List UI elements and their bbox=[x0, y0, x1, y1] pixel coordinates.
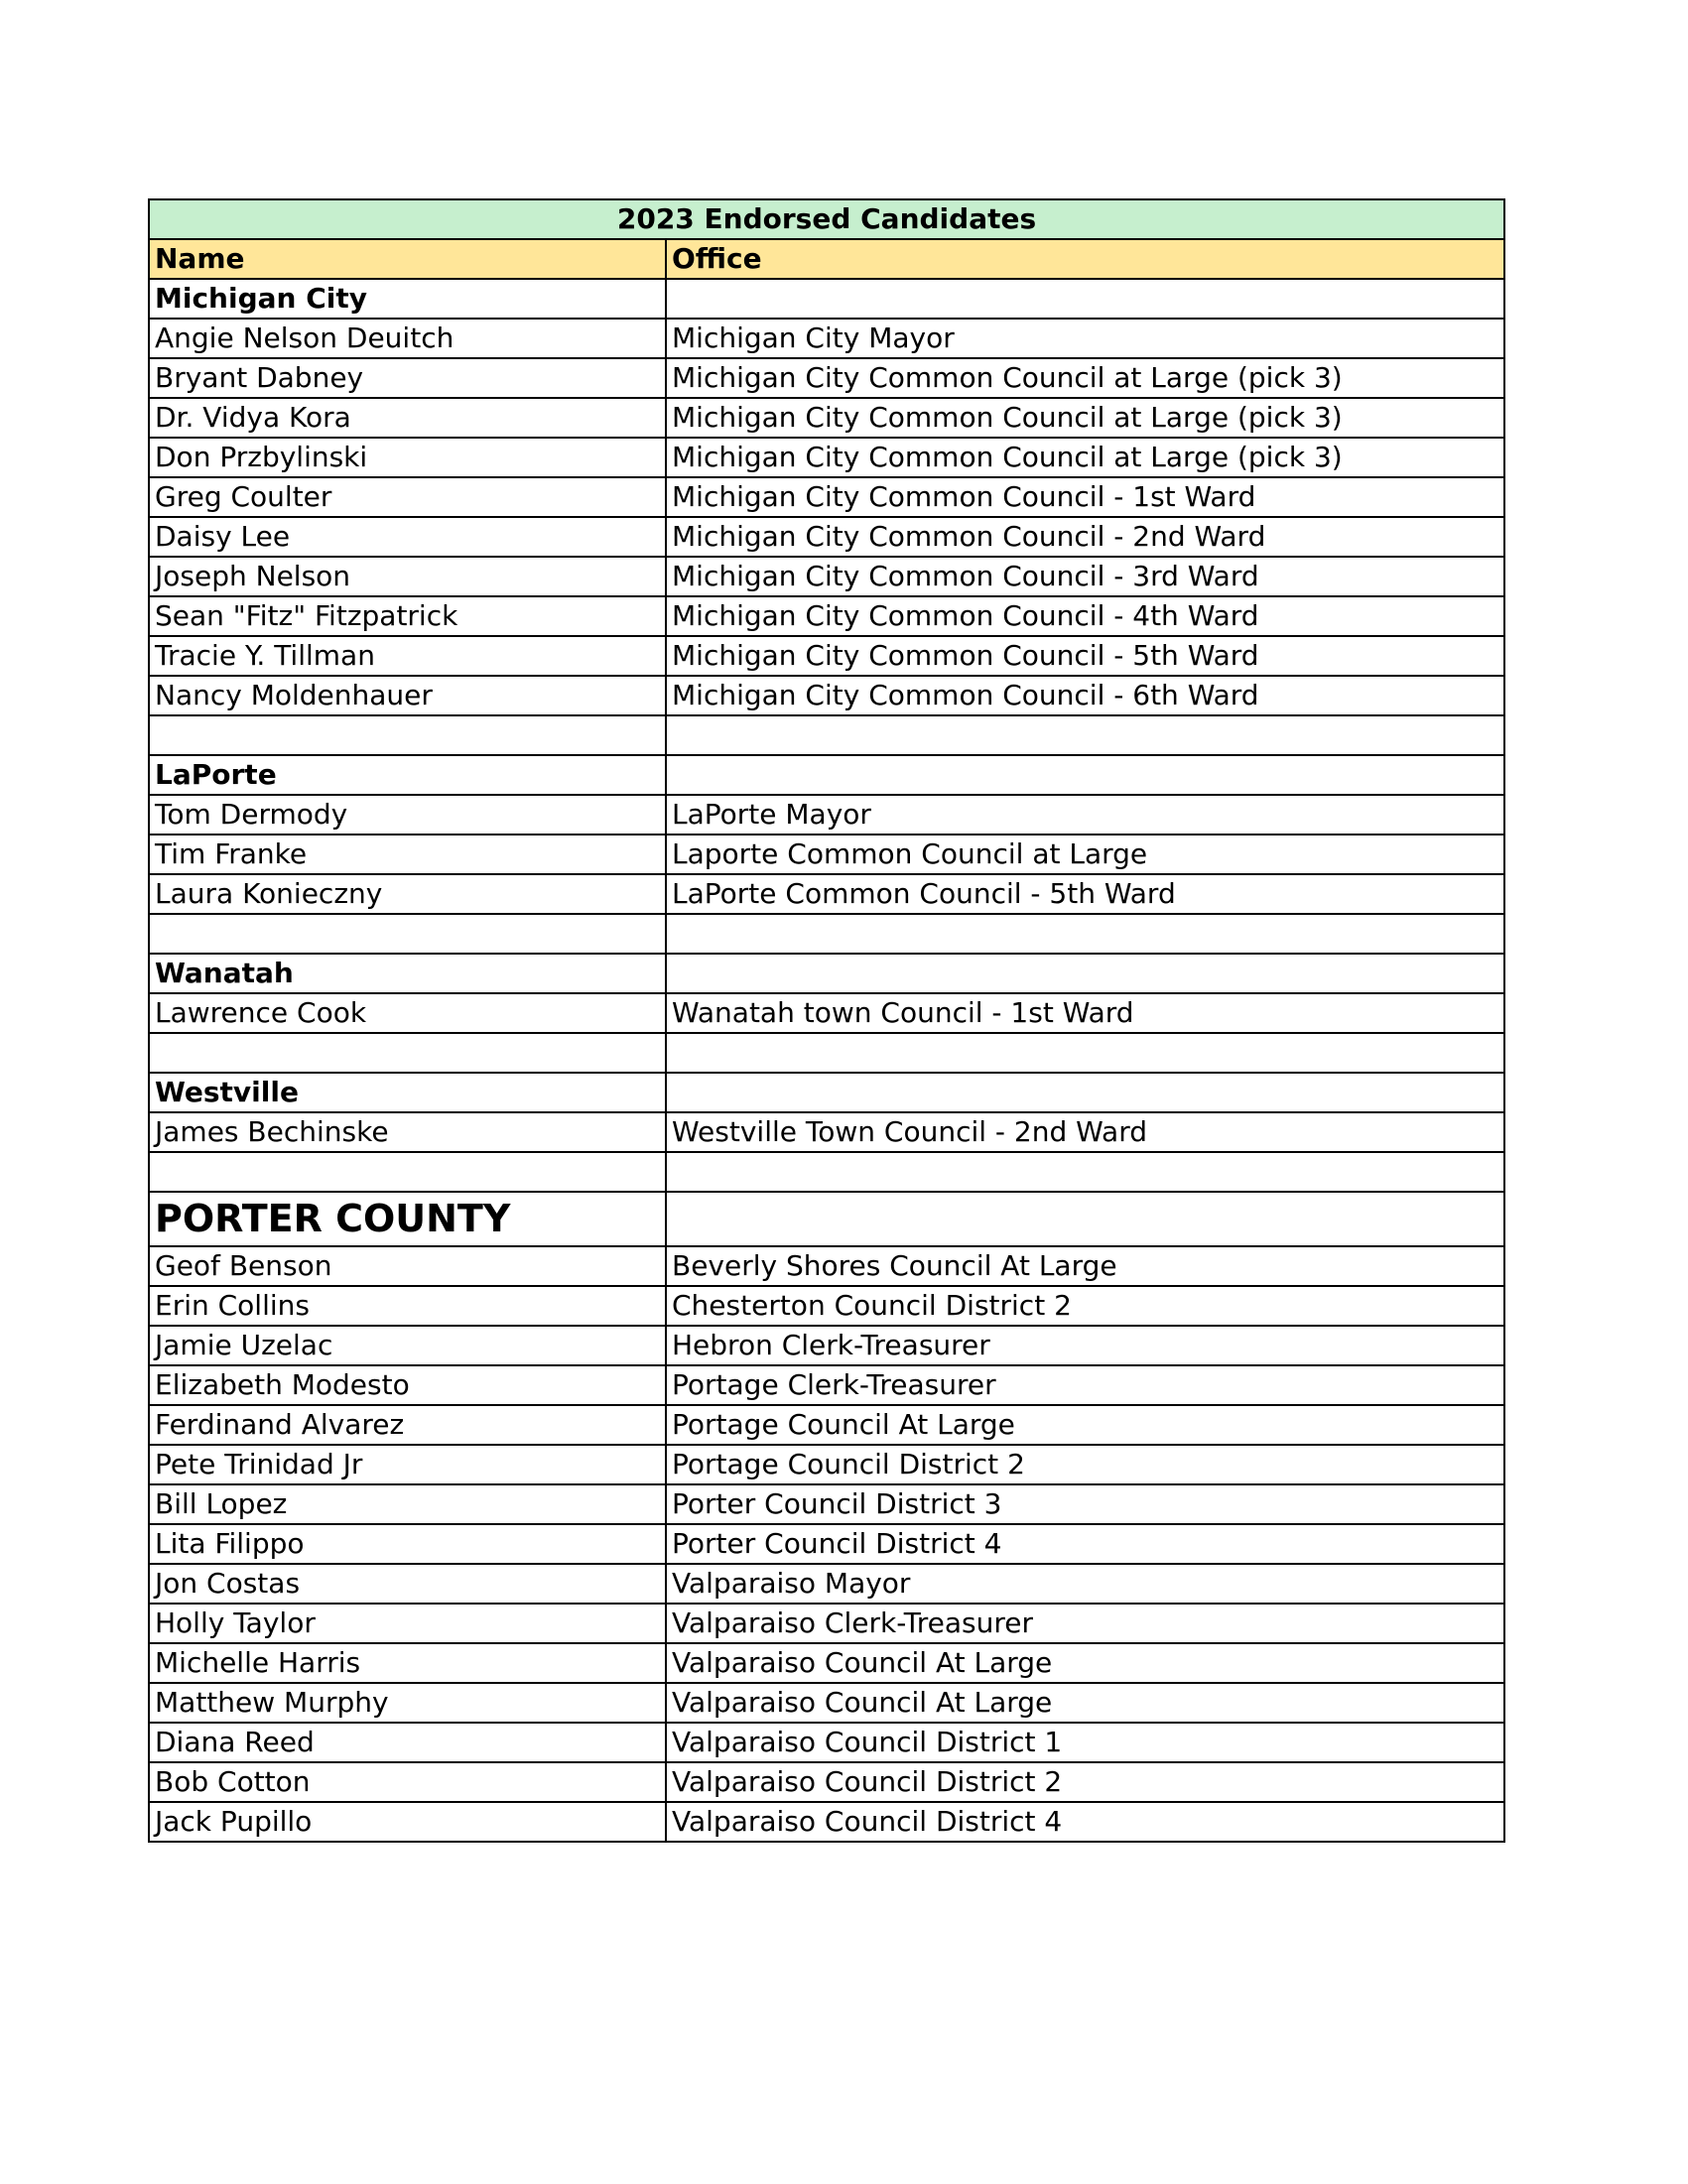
candidate-row bbox=[149, 517, 1504, 557]
empty-cell bbox=[149, 715, 666, 755]
candidate-row bbox=[149, 835, 1504, 874]
empty-cell bbox=[149, 1152, 666, 1192]
table-body bbox=[149, 199, 1504, 1842]
office-cell: Michigan City Common Council - 3rd Ward bbox=[666, 557, 1504, 596]
section-header-row bbox=[149, 755, 1504, 795]
section-name-cell: Westville bbox=[149, 1073, 666, 1112]
candidate-row bbox=[149, 636, 1504, 676]
spacer-row bbox=[149, 715, 1504, 755]
office-cell: Valparaiso Council District 2 bbox=[666, 1762, 1504, 1802]
section-header-row bbox=[149, 1073, 1504, 1112]
office-cell: LaPorte Mayor bbox=[666, 795, 1504, 835]
candidate-name-cell: Angie Nelson Deuitch bbox=[149, 319, 666, 358]
candidate-row bbox=[149, 1405, 1504, 1445]
candidate-name-cell: Geof Benson bbox=[149, 1246, 666, 1286]
candidate-name-cell: Tom Dermody bbox=[149, 795, 666, 835]
office-cell: LaPorte Common Council - 5th Ward bbox=[666, 874, 1504, 914]
empty-cell bbox=[149, 1033, 666, 1073]
section-name-cell: LaPorte bbox=[149, 755, 666, 795]
candidate-name-cell: Joseph Nelson bbox=[149, 557, 666, 596]
candidate-name-cell: Matthew Murphy bbox=[149, 1683, 666, 1723]
candidate-name-cell: Tracie Y. Tillman bbox=[149, 636, 666, 676]
candidate-name-cell: Diana Reed bbox=[149, 1723, 666, 1762]
office-cell: Valparaiso Council District 1 bbox=[666, 1723, 1504, 1762]
office-cell: Valparaiso Council At Large bbox=[666, 1683, 1504, 1723]
office-cell: Wanatah town Council - 1st Ward bbox=[666, 993, 1504, 1033]
candidate-name-cell: Nancy Moldenhauer bbox=[149, 676, 666, 715]
office-cell: Portage Clerk-Treasurer bbox=[666, 1365, 1504, 1405]
candidate-name-cell: Elizabeth Modesto bbox=[149, 1365, 666, 1405]
section-header-row bbox=[149, 279, 1504, 319]
candidate-name-cell: James Bechinske bbox=[149, 1112, 666, 1152]
candidate-name-cell: Jamie Uzelac bbox=[149, 1326, 666, 1365]
candidate-name-cell: Dr. Vidya Kora bbox=[149, 398, 666, 438]
candidate-name-cell: Bill Lopez bbox=[149, 1484, 666, 1524]
candidate-name-cell: Laura Konieczny bbox=[149, 874, 666, 914]
candidate-name-cell: Lawrence Cook bbox=[149, 993, 666, 1033]
office-cell: Valparaiso Clerk-Treasurer bbox=[666, 1604, 1504, 1643]
candidate-name-cell: Sean "Fitz" Fitzpatrick bbox=[149, 596, 666, 636]
candidate-name-cell: Michelle Harris bbox=[149, 1643, 666, 1683]
candidate-name-cell: Bob Cotton bbox=[149, 1762, 666, 1802]
candidate-name-cell: Daisy Lee bbox=[149, 517, 666, 557]
office-cell: Porter Council District 4 bbox=[666, 1524, 1504, 1564]
candidate-name-cell: Ferdinand Alvarez bbox=[149, 1405, 666, 1445]
candidate-row bbox=[149, 1683, 1504, 1723]
office-cell: Michigan City Common Council - 6th Ward bbox=[666, 676, 1504, 715]
candidate-row bbox=[149, 1484, 1504, 1524]
candidate-name-cell: Lita Filippo bbox=[149, 1524, 666, 1564]
candidate-row bbox=[149, 358, 1504, 398]
candidate-name-cell: Pete Trinidad Jr bbox=[149, 1445, 666, 1484]
candidate-row bbox=[149, 676, 1504, 715]
candidate-name-cell: Tim Franke bbox=[149, 835, 666, 874]
candidate-name-cell: Greg Coulter bbox=[149, 477, 666, 517]
candidate-name-cell: Erin Collins bbox=[149, 1286, 666, 1326]
office-cell: Portage Council District 2 bbox=[666, 1445, 1504, 1484]
section-header-row bbox=[149, 954, 1504, 993]
section-name-cell: Wanatah bbox=[149, 954, 666, 993]
candidate-row bbox=[149, 398, 1504, 438]
candidate-row bbox=[149, 1365, 1504, 1405]
candidate-row bbox=[149, 319, 1504, 358]
candidate-name-cell: Jon Costas bbox=[149, 1564, 666, 1604]
candidate-row bbox=[149, 874, 1504, 914]
section-name-cell: Michigan City bbox=[149, 279, 666, 319]
column-header-office: Office bbox=[666, 239, 1504, 279]
empty-cell bbox=[666, 755, 1504, 795]
empty-cell bbox=[666, 279, 1504, 319]
office-cell: Michigan City Common Council - 5th Ward bbox=[666, 636, 1504, 676]
table-title: 2023 Endorsed Candidates bbox=[149, 199, 1504, 239]
office-cell: Westville Town Council - 2nd Ward bbox=[666, 1112, 1504, 1152]
column-header-name: Name bbox=[149, 239, 666, 279]
empty-cell bbox=[666, 715, 1504, 755]
candidate-name-cell: Holly Taylor bbox=[149, 1604, 666, 1643]
empty-cell bbox=[666, 914, 1504, 954]
candidate-row bbox=[149, 1445, 1504, 1484]
candidate-row bbox=[149, 1524, 1504, 1564]
candidate-row bbox=[149, 1643, 1504, 1683]
office-cell: Porter Council District 3 bbox=[666, 1484, 1504, 1524]
candidate-name-cell: Bryant Dabney bbox=[149, 358, 666, 398]
office-cell: Michigan City Common Council - 4th Ward bbox=[666, 596, 1504, 636]
candidate-row bbox=[149, 1286, 1504, 1326]
candidate-row bbox=[149, 1564, 1504, 1604]
candidate-row bbox=[149, 438, 1504, 477]
spacer-row bbox=[149, 914, 1504, 954]
candidate-row bbox=[149, 1246, 1504, 1286]
office-cell: Hebron Clerk-Treasurer bbox=[666, 1326, 1504, 1365]
candidate-row bbox=[149, 993, 1504, 1033]
empty-cell bbox=[149, 914, 666, 954]
office-cell: Michigan City Common Council at Large (pick 3) bbox=[666, 438, 1504, 477]
candidate-row bbox=[149, 1723, 1504, 1762]
candidate-row bbox=[149, 1112, 1504, 1152]
candidate-name-cell: Jack Pupillo bbox=[149, 1802, 666, 1842]
spacer-row bbox=[149, 1152, 1504, 1192]
candidate-name-cell: Don Przbylinski bbox=[149, 438, 666, 477]
candidate-row bbox=[149, 795, 1504, 835]
section-header-row bbox=[149, 1192, 1504, 1246]
office-cell: Michigan City Mayor bbox=[666, 319, 1504, 358]
spacer-row bbox=[149, 1033, 1504, 1073]
empty-cell bbox=[666, 1073, 1504, 1112]
empty-cell bbox=[666, 1152, 1504, 1192]
endorsed-candidates-table bbox=[148, 198, 1505, 1843]
empty-cell bbox=[666, 954, 1504, 993]
office-cell: Michigan City Common Council at Large (pick 3) bbox=[666, 358, 1504, 398]
candidate-row bbox=[149, 1802, 1504, 1842]
candidate-row bbox=[149, 1326, 1504, 1365]
empty-cell bbox=[666, 1192, 1504, 1246]
office-cell: Valparaiso Mayor bbox=[666, 1564, 1504, 1604]
section-name-cell: PORTER COUNTY bbox=[149, 1192, 666, 1246]
header-row bbox=[149, 239, 1504, 279]
candidate-row bbox=[149, 1762, 1504, 1802]
office-cell: Michigan City Common Council at Large (pick 3) bbox=[666, 398, 1504, 438]
candidate-row bbox=[149, 1604, 1504, 1643]
office-cell: Portage Council At Large bbox=[666, 1405, 1504, 1445]
empty-cell bbox=[666, 1033, 1504, 1073]
office-cell: Chesterton Council District 2 bbox=[666, 1286, 1504, 1326]
office-cell: Valparaiso Council At Large bbox=[666, 1643, 1504, 1683]
office-cell: Michigan City Common Council - 2nd Ward bbox=[666, 517, 1504, 557]
office-cell: Beverly Shores Council At Large bbox=[666, 1246, 1504, 1286]
title-row bbox=[149, 199, 1504, 239]
candidate-row bbox=[149, 477, 1504, 517]
office-cell: Valparaiso Council District 4 bbox=[666, 1802, 1504, 1842]
office-cell: Laporte Common Council at Large bbox=[666, 835, 1504, 874]
office-cell: Michigan City Common Council - 1st Ward bbox=[666, 477, 1504, 517]
candidate-row bbox=[149, 557, 1504, 596]
candidate-row bbox=[149, 596, 1504, 636]
